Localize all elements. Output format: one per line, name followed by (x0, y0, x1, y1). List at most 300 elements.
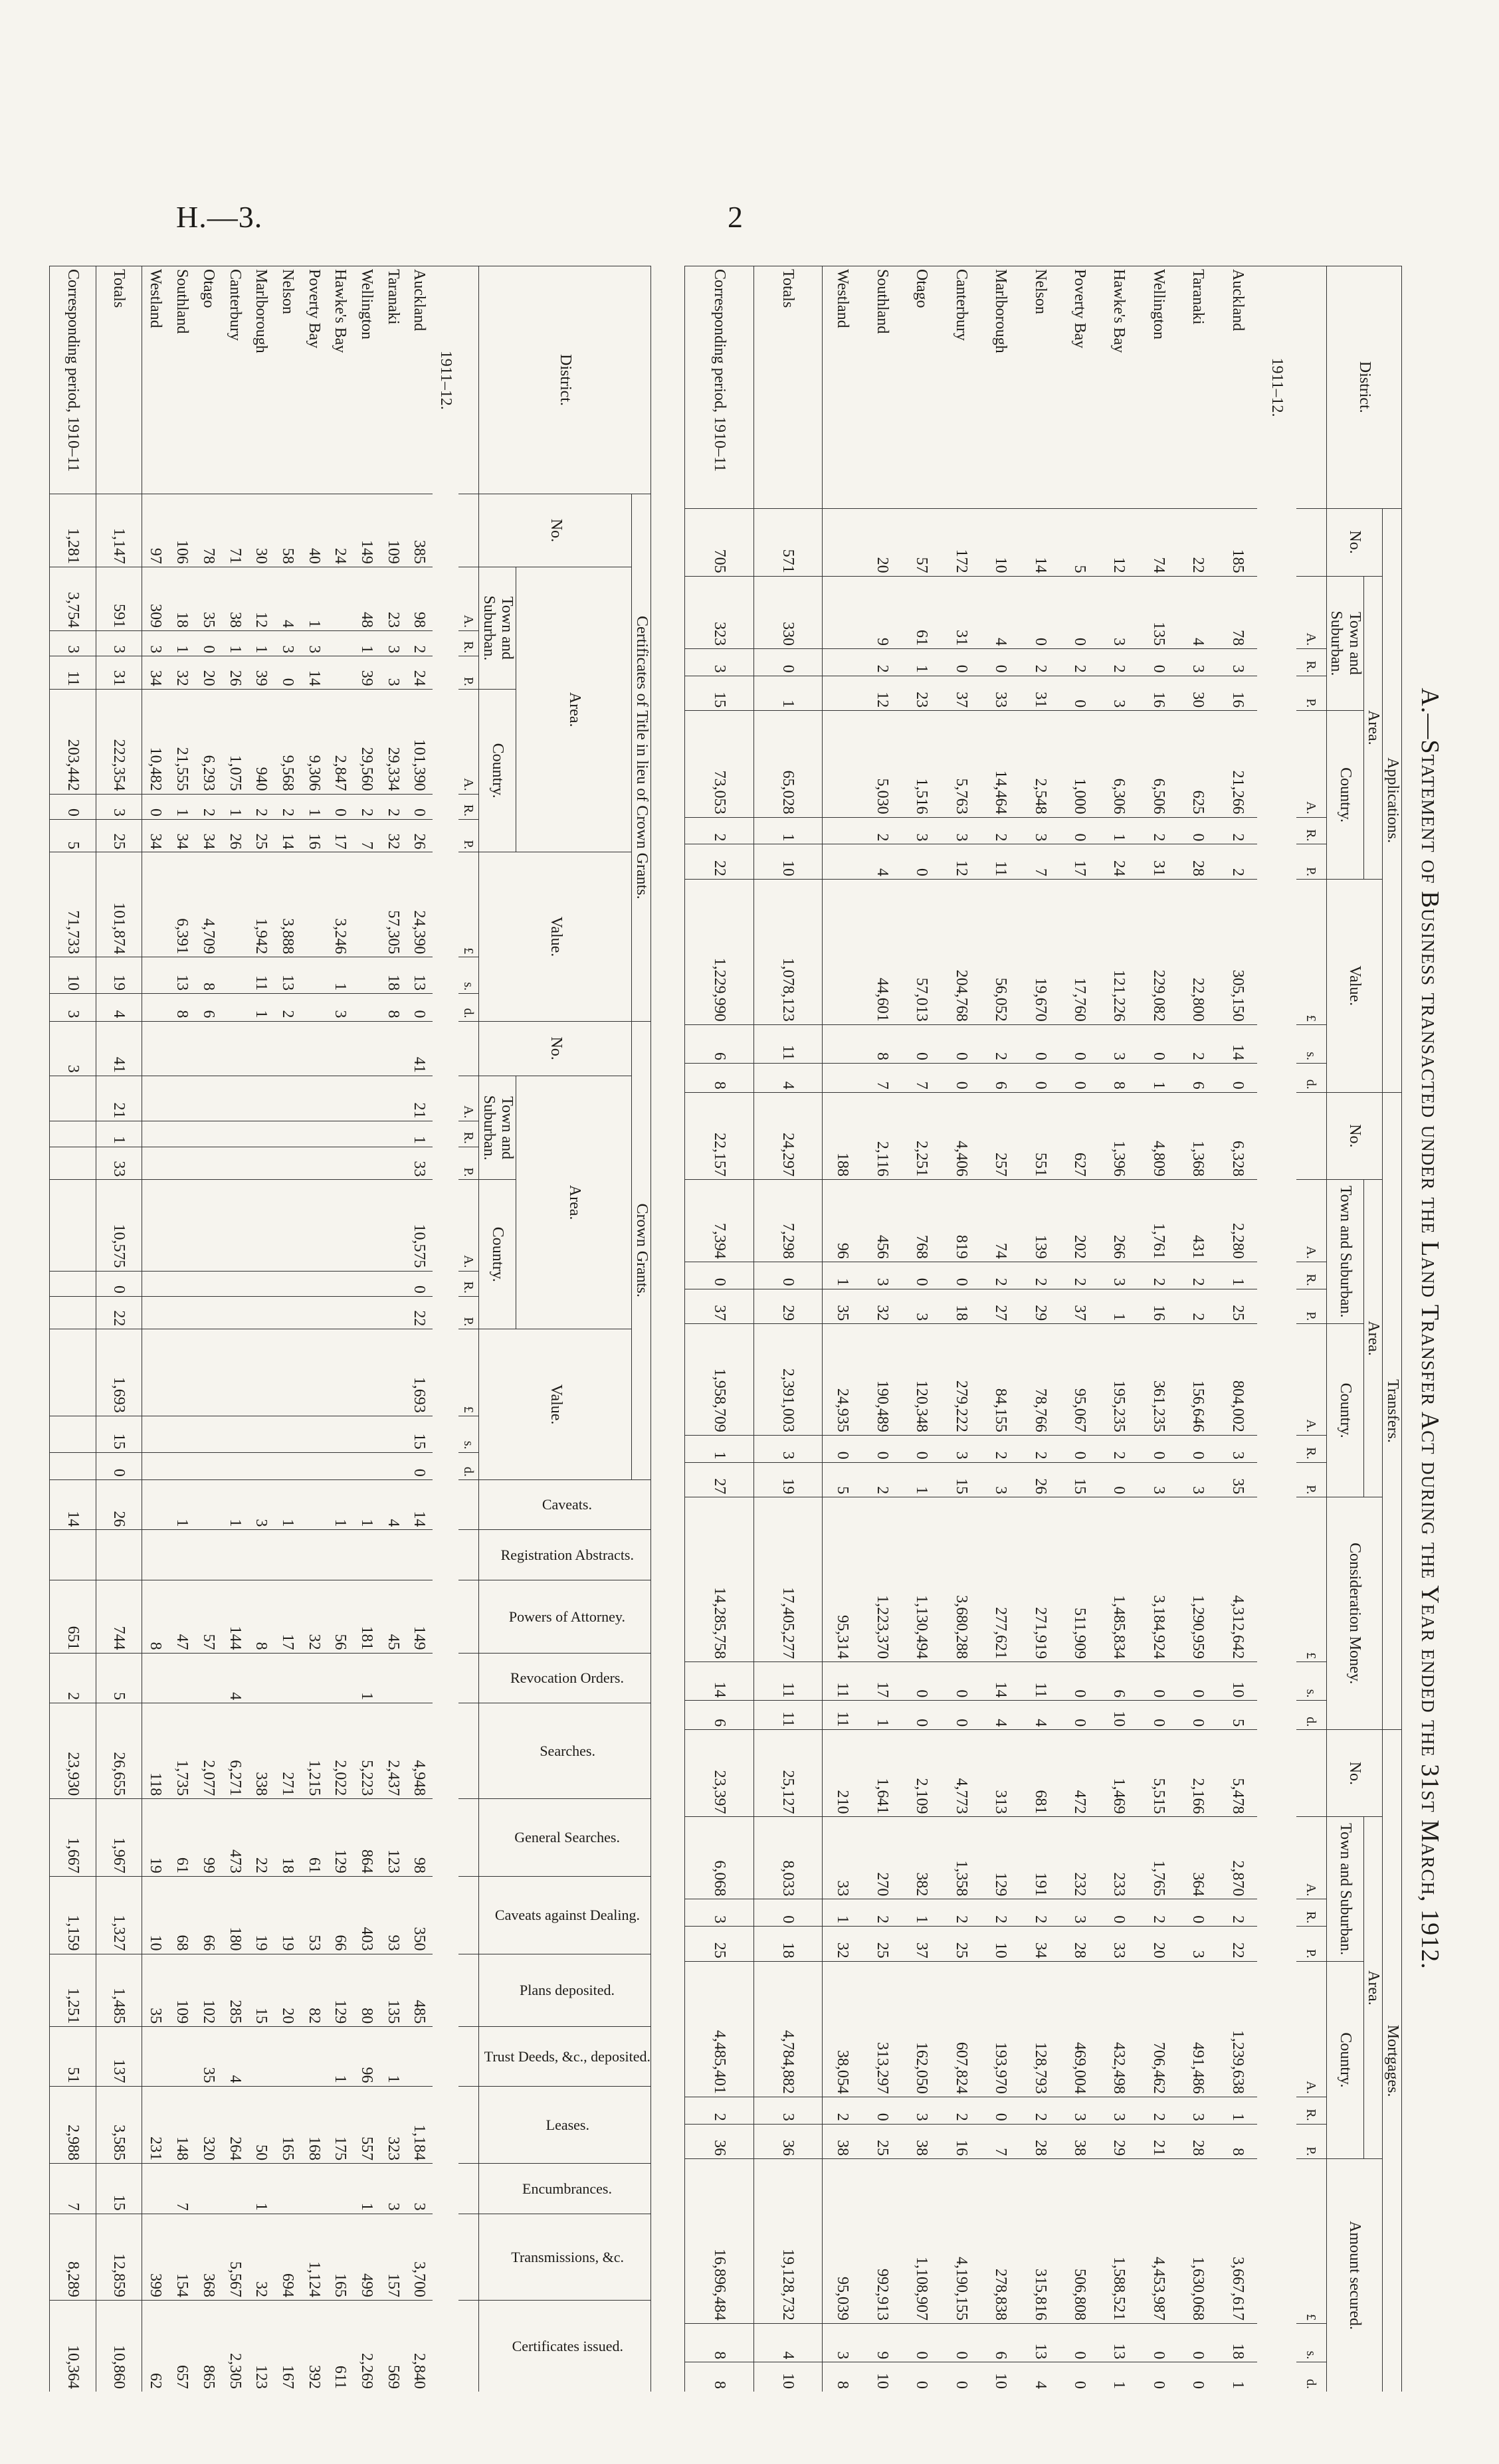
cell: 469,004 (1060, 1961, 1099, 2097)
cell: 5,478 (1217, 1730, 1256, 1817)
table-row (1020, 266, 1059, 2392)
cell: 10,482 (142, 689, 169, 794)
th-tr-no: No. (1326, 1092, 1383, 1179)
cell: 6 (685, 1024, 754, 1063)
cell (823, 879, 862, 1024)
unit-cell: P. (1296, 1289, 1326, 1323)
cell: 0 (1139, 1662, 1178, 1701)
cell: 14 (1020, 508, 1059, 576)
cell: 7 (50, 2164, 96, 2214)
cell: 66 (327, 1876, 353, 1954)
cell: 31 (942, 576, 981, 648)
cell: 1,693 (406, 1329, 433, 1416)
cell: 96 (353, 2027, 380, 2086)
th-cg-value: Value. (479, 1329, 632, 1479)
th-mo-amount: Amount secured. (1326, 2159, 1383, 2392)
cell: 2 (1178, 1024, 1217, 1063)
cell: 0 (1060, 1024, 1099, 1063)
cell: 11 (823, 1662, 862, 1701)
cell: 2 (195, 794, 221, 819)
cell: 36 (685, 2124, 754, 2158)
cell: 17 (862, 1662, 902, 1701)
cell: 172 (942, 508, 981, 576)
cell: 1,108,907 (902, 2159, 941, 2324)
cell (274, 1121, 301, 1147)
cell: 7 (353, 820, 380, 852)
cell: 24,390 (406, 852, 433, 957)
cell: 6,068 (685, 1817, 754, 1899)
cell (353, 1021, 380, 1076)
cell: 399 (142, 2214, 169, 2300)
cell: 2,305 (221, 2301, 248, 2392)
cell: 5 (1217, 1701, 1256, 1730)
cell (169, 1530, 195, 1580)
cell: 1 (274, 1479, 301, 1529)
unit-cell (459, 1580, 479, 1653)
cell: 32 (169, 656, 195, 689)
cell: 32 (379, 820, 406, 852)
unit-cell: d. (459, 994, 479, 1021)
cell: 0 (96, 1271, 142, 1296)
cell: 1,368 (1178, 1092, 1217, 1179)
cell: 93 (379, 1876, 406, 1954)
cell (142, 1121, 169, 1147)
corresponding-row (50, 266, 96, 2392)
cell: 2 (1060, 1262, 1099, 1289)
cell: 0 (902, 1701, 941, 1730)
cell: 129 (327, 1954, 353, 2027)
cell: 101,874 (96, 852, 142, 957)
cell: 5,223 (353, 1703, 380, 1799)
cell: 13 (274, 957, 301, 994)
cell: 35 (1217, 1462, 1256, 1497)
cell: 11 (981, 844, 1020, 879)
cell: 232 (1060, 1817, 1099, 1899)
cell: 2 (50, 1653, 96, 1703)
cell: 53 (300, 1876, 327, 1954)
cell: 6,293 (195, 689, 221, 794)
cell (142, 1479, 169, 1529)
cell (379, 1021, 406, 1076)
cell: 6,271 (221, 1703, 248, 1799)
district-name: Southland (169, 266, 195, 494)
cell (142, 1147, 169, 1179)
cell: 279,222 (942, 1324, 981, 1436)
cell: 5,567 (221, 2214, 248, 2300)
cell (353, 994, 380, 1021)
cell: 12,859 (96, 2214, 142, 2300)
cell (274, 1180, 301, 1271)
cell: 109 (169, 1954, 195, 2027)
cell: 491,486 (1178, 1961, 1217, 2097)
cell: 12 (1099, 508, 1138, 576)
cell: 118 (142, 1703, 169, 1799)
cell: 23 (379, 567, 406, 630)
unit-cell (459, 2164, 479, 2214)
cell: 135 (1139, 576, 1178, 648)
unit-cell: P. (459, 1296, 479, 1329)
cell (379, 1180, 406, 1271)
cell: 2,116 (862, 1092, 902, 1179)
cell: 3 (685, 1899, 754, 1927)
cell: 819 (942, 1179, 981, 1262)
table-row (248, 266, 274, 2392)
cell: 61 (169, 1799, 195, 1877)
unit-cell: £ (459, 1329, 479, 1416)
unit-cell: P. (1296, 844, 1326, 879)
cell (327, 1329, 353, 1416)
cell: 3,888 (274, 852, 301, 957)
cell: 168 (300, 2086, 327, 2164)
cell: 17 (274, 1580, 301, 1653)
cell: 4 (981, 576, 1020, 648)
district-name: Wellington (353, 266, 380, 494)
district-name: Taranaki (379, 266, 406, 494)
cell (274, 1021, 301, 1076)
cell: 277,621 (981, 1497, 1020, 1662)
cell: 37 (685, 1289, 754, 1323)
cell: 330 (753, 576, 823, 648)
cell: 34 (169, 820, 195, 852)
cell (274, 1653, 301, 1703)
cell: 8 (685, 2362, 754, 2392)
cell (379, 1416, 406, 1452)
cell: 73,053 (685, 711, 754, 817)
cell (169, 1147, 195, 1179)
cell: 3 (406, 2164, 433, 2214)
cell: 18 (753, 1927, 823, 1961)
table-row (169, 266, 195, 2392)
cell: 3 (50, 994, 96, 1021)
cell: 4,312,642 (1217, 1497, 1256, 1662)
unit-cell: R. (459, 1121, 479, 1147)
cell: 29 (1099, 2124, 1138, 2158)
table-row (142, 266, 169, 2392)
cell: 35 (823, 1289, 862, 1323)
cell (274, 1530, 301, 1580)
cell (274, 1416, 301, 1452)
cell (195, 1021, 221, 1076)
cell (823, 676, 862, 710)
cell: 202 (1060, 1179, 1099, 1262)
cell: 4 (274, 567, 301, 630)
cell (195, 1147, 221, 1179)
cell: 2,280 (1217, 1179, 1256, 1262)
cell: 1 (169, 630, 195, 656)
unit-cell: A. (1296, 1179, 1326, 1262)
cell: 38,054 (823, 1961, 862, 2097)
unit-cell: s. (459, 1416, 479, 1452)
cell (169, 1121, 195, 1147)
cell: 3 (753, 1435, 823, 1462)
cell: 0 (50, 794, 96, 819)
unit-cell (459, 1653, 479, 1703)
cell: 1 (327, 1479, 353, 1529)
cell: 37 (902, 1927, 941, 1961)
district-name: Poverty Bay (300, 266, 327, 494)
cell: 5,030 (862, 711, 902, 817)
cell: 651 (50, 1580, 96, 1653)
th-transmissions (479, 2214, 651, 2300)
cell (142, 1653, 169, 1703)
cell: 32 (248, 2214, 274, 2300)
cell: 2 (685, 2097, 754, 2124)
cell (353, 1530, 380, 1580)
cell: 21,555 (169, 689, 195, 794)
cell: 129 (327, 1799, 353, 1877)
cell: 19,128,732 (753, 2159, 823, 2324)
cell: 18 (379, 957, 406, 994)
cell: 16 (300, 820, 327, 852)
cell: 27 (685, 1462, 754, 1497)
vhead-12: Certificates issued. (512, 2337, 623, 2354)
cell (300, 994, 327, 1021)
cell: 3 (1217, 648, 1256, 676)
cell: 2,109 (902, 1730, 941, 1817)
cell (327, 1271, 353, 1296)
cell: 1,588,521 (1099, 2159, 1138, 2324)
cell: 473 (221, 1799, 248, 1877)
cell: 2,022 (327, 1703, 353, 1799)
cell: 14 (274, 820, 301, 852)
cell: 1 (685, 1435, 754, 1462)
cell: 14 (300, 656, 327, 689)
cell: 0 (942, 1024, 981, 1063)
cell: 2,437 (379, 1703, 406, 1799)
cell: 3 (823, 2324, 862, 2362)
th-tr-country: Country. (1326, 1324, 1363, 1497)
cell: 16,896,484 (685, 2159, 754, 2324)
year-row (1257, 266, 1296, 2392)
cell: 16 (1217, 676, 1256, 710)
corresponding-row (685, 266, 754, 2392)
cell: 203,442 (50, 689, 96, 794)
cell: 313,297 (862, 1961, 902, 2097)
cell: 25 (248, 820, 274, 852)
cell: 3 (1020, 817, 1059, 844)
th-mo-town: Town and Suburban. (1326, 1817, 1363, 1961)
cell: 1 (248, 2164, 274, 2214)
cell: 16 (1139, 1289, 1178, 1323)
cell: 392 (300, 2301, 327, 2392)
cell: 7,298 (753, 1179, 823, 1262)
district-name: Canterbury (221, 266, 248, 494)
cell: 1 (221, 630, 248, 656)
cell: 1 (902, 648, 941, 676)
cell: 511,909 (1060, 1497, 1099, 1662)
cell: 44,601 (862, 879, 902, 1024)
cell: 8 (379, 994, 406, 1021)
cell: 10 (862, 2362, 902, 2392)
cell: 5 (96, 1653, 142, 1703)
cell: 34 (1020, 1927, 1059, 1961)
cell: 17 (1060, 844, 1099, 879)
cell: 25 (862, 2124, 902, 2158)
cell: 9 (862, 2324, 902, 2362)
cell: 51 (50, 2027, 96, 2086)
cell: 694 (274, 2214, 301, 2300)
cell: 557 (353, 2086, 380, 2164)
cell: 19 (142, 1799, 169, 1877)
th-cg-town: Town and Suburban. (479, 1076, 516, 1179)
cell: 48 (353, 567, 380, 630)
cell: 4 (221, 1653, 248, 1703)
cell: 15 (248, 1954, 274, 2027)
cell (142, 2164, 169, 2214)
cell: 625 (1178, 711, 1217, 817)
cell: 3 (300, 630, 327, 656)
unit-cell: £ (1296, 879, 1326, 1024)
cell: 61 (902, 576, 941, 648)
cell: 4 (221, 2027, 248, 2086)
cell: 6 (981, 2324, 1020, 2362)
cell: 0 (1060, 1064, 1099, 1093)
unit-cell (459, 1876, 479, 1954)
th-crown-grants: Crown Grants. (632, 1021, 651, 1479)
vhead-6: Caveats against Dealing. (494, 1907, 640, 1924)
cell: 10,575 (96, 1180, 142, 1271)
cell: 57 (195, 1580, 221, 1653)
cell: 185 (1217, 508, 1256, 576)
cell: 10 (753, 844, 823, 879)
cell (248, 1530, 274, 1580)
cell: 6 (1099, 1662, 1138, 1701)
cell: 681 (1020, 1730, 1059, 1817)
cell: 31 (96, 656, 142, 689)
cell: 3,184,924 (1139, 1497, 1178, 1662)
cell: 0 (1178, 1435, 1217, 1462)
th-cert-country: Country. (479, 689, 516, 852)
cell: 3 (862, 1262, 902, 1289)
cell: 1,078,123 (753, 879, 823, 1024)
cell (248, 1653, 274, 1703)
cell: 432,498 (1099, 1961, 1138, 2097)
table-row (862, 266, 902, 2392)
cell (142, 1329, 169, 1416)
cell: 551 (1020, 1092, 1059, 1179)
cell: 3 (1178, 648, 1217, 676)
cell: 4,948 (406, 1703, 433, 1799)
cell: 28 (1060, 1927, 1099, 1961)
cell: 1,229,990 (685, 879, 754, 1024)
cell: 156,646 (1178, 1324, 1217, 1436)
cell: 3 (1099, 1262, 1138, 1289)
cell: 13 (169, 957, 195, 994)
cell: 1 (248, 994, 274, 1021)
th-app-country: Country. (1326, 711, 1363, 880)
cell (50, 1329, 96, 1416)
vhead-5: General Searches. (514, 1829, 621, 1846)
cell (300, 1329, 327, 1416)
cell: 167 (274, 2301, 301, 2392)
unit-cell: d. (459, 1452, 479, 1479)
cell: 0 (942, 2324, 981, 2362)
unit-cell (1296, 266, 1326, 509)
cell: 123 (248, 2301, 274, 2392)
cell: 41 (96, 1021, 142, 1076)
cell: 14,464 (981, 711, 1020, 817)
cell: 271 (274, 1703, 301, 1799)
cell (248, 1452, 274, 1479)
page-header (0, 199, 1499, 246)
table-row (379, 266, 406, 2392)
cell: 4,485,401 (685, 1961, 754, 2097)
district-name: Corresponding period, 1910–11 (50, 266, 96, 494)
cell (195, 1530, 221, 1580)
cell: 6 (195, 994, 221, 1021)
unit-cell: A. (1296, 711, 1326, 817)
cell: 0 (942, 1701, 981, 1730)
cell: 0 (1020, 1064, 1059, 1093)
cell (327, 1180, 353, 1271)
cell: 1 (379, 2027, 406, 2086)
cell: 0 (1139, 648, 1178, 676)
cell (195, 1416, 221, 1452)
unit-cell: £ (1296, 2159, 1326, 2324)
cell: 1 (221, 1479, 248, 1529)
unit-cell: R. (459, 630, 479, 656)
table-row (300, 266, 327, 2392)
cell: 657 (169, 2301, 195, 2392)
cell: 2 (862, 1462, 902, 1497)
cell (248, 1329, 274, 1416)
cell: 20 (1139, 1927, 1178, 1961)
cell (327, 1076, 353, 1121)
cell: 12 (862, 676, 902, 710)
cell: 0 (942, 1662, 981, 1701)
cell: 3 (1178, 1462, 1217, 1497)
cell: 16 (942, 2124, 981, 2158)
cell: 95,039 (823, 2159, 862, 2324)
cell (195, 1653, 221, 1703)
cell: 128,793 (1020, 1961, 1059, 2097)
cell: 78,766 (1020, 1324, 1059, 1436)
cell (142, 1180, 169, 1271)
cell: 456 (862, 1179, 902, 1262)
cell (221, 2164, 248, 2214)
cell: 47 (169, 1580, 195, 1653)
cell: 1 (1099, 1289, 1138, 1323)
cell: 33 (981, 676, 1020, 710)
cell (50, 1076, 96, 1121)
cell: 96 (823, 1179, 862, 1262)
cell: 19,670 (1020, 879, 1059, 1024)
cell (300, 1121, 327, 1147)
cell: 14 (406, 1479, 433, 1529)
cell: 35 (142, 1954, 169, 2027)
cell: 191 (1020, 1817, 1059, 1899)
units-row (1296, 266, 1326, 2392)
unit-cell (459, 494, 479, 567)
cell: 2 (1020, 1262, 1059, 1289)
cell: 25,127 (753, 1730, 823, 1817)
unit-cell: d. (1296, 1064, 1326, 1093)
district-name: Otago (902, 266, 941, 509)
cell (195, 1076, 221, 1121)
cell: 2 (981, 817, 1020, 844)
cell (221, 1147, 248, 1179)
cell: 4 (1020, 2362, 1059, 2392)
cell: 2,251 (902, 1092, 941, 1179)
cell: 61 (300, 1799, 327, 1877)
cell: 627 (1060, 1092, 1099, 1179)
cell: 74 (981, 1179, 1020, 1262)
cell: 165 (274, 2086, 301, 2164)
cell (274, 1329, 301, 1416)
cell: 10 (1217, 1662, 1256, 1701)
cell: 11 (823, 1701, 862, 1730)
cell: 78 (1217, 576, 1256, 648)
